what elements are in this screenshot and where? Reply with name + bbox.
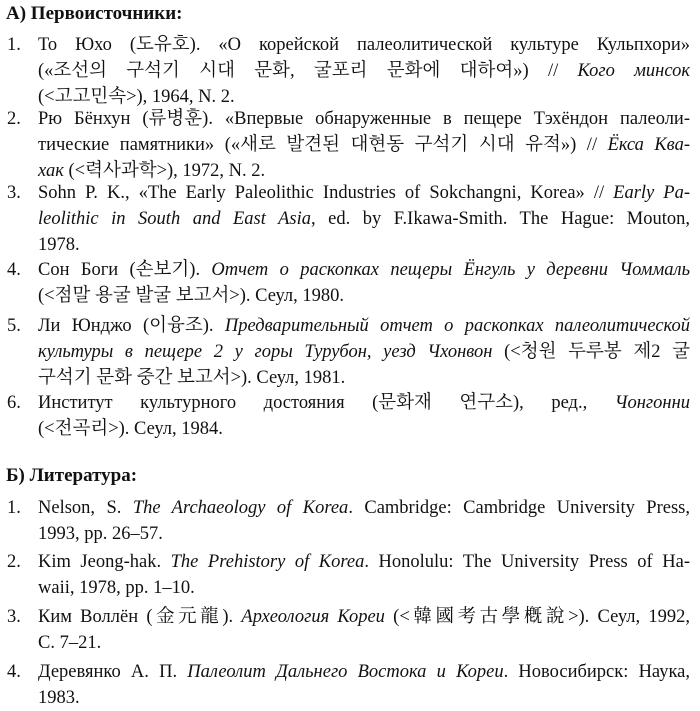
entry-line: waii, 1978, pp. 1–10. bbox=[38, 578, 195, 598]
entry-number: 3. bbox=[7, 607, 21, 627]
section-b-heading: Б) Литература: bbox=[6, 465, 138, 486]
entry-line: Kim Jeong-hak. The Prehistory of Korea. Honolulu: The University Press of Ha- bbox=[38, 552, 690, 572]
entry-line: Ли Юнджо (이융조). Предварительный отчет о раскопках палеолитической bbox=[38, 316, 691, 336]
entry-line: Институт культурного достояния (문화재 연구소), ред., Чонгонни bbox=[38, 393, 690, 413]
entry-line: 1993, pp. 26–57. bbox=[38, 524, 163, 544]
entry-number: 4. bbox=[7, 662, 21, 682]
section-a-heading: А) Первоисточники: bbox=[6, 3, 183, 24]
entry-number: 5. bbox=[7, 316, 21, 336]
entry-line: Nelson, S. The Archaeology of Korea. Cambridge: Cambridge University Press, bbox=[38, 498, 690, 518]
entry-line: Деревянко А. П. Палеолит Дальнего Востока и Кореи. Новосибирск: Наука, bbox=[38, 662, 690, 682]
entry-number: 1. bbox=[7, 498, 21, 518]
entry-line: хак (<력사과학>), 1972, N. 2. bbox=[38, 161, 266, 181]
entry-line: тические памятники» («새로 발견된 대현동 구석기 시대 유적») // Ёкса Ква- bbox=[38, 135, 690, 155]
entry-line: 구석기 문화 중간 보고서>). Сеул, 1981. bbox=[38, 368, 346, 388]
entry-line: С. 7–21. bbox=[38, 633, 102, 653]
entry-line: культуры в пещере 2 у горы Турубон, уезд Чхонвон (<청원 두루봉 제2 굴 bbox=[38, 342, 690, 362]
entry-number: 1. bbox=[7, 35, 21, 55]
entry-line: («조선의 구석기 시대 문화, 굴포리 문화에 대하여») // Кого минсок bbox=[38, 61, 690, 81]
entry-line: Сон Боги (손보기). Отчет о раскопках пещеры Ёнгуль у деревни Чоммаль bbox=[38, 260, 690, 280]
entry-line: Sohn P. K., «The Early Paleolithic Industries of Sokchangni, Korea» // Early Pa- bbox=[38, 183, 691, 203]
entry-line: (<점말 용굴 발굴 보고서>). Сеул, 1980. bbox=[38, 286, 345, 306]
entry-number: 4. bbox=[7, 260, 21, 280]
entry-line: (<고고민속>), 1964, N. 2. bbox=[38, 87, 235, 107]
entry-line: leolithic in South and East Asia, ed. by F.Ikawa-Smith. The Hague: Mouton, bbox=[38, 209, 690, 229]
entry-number: 2. bbox=[7, 552, 21, 572]
entry-number: 2. bbox=[7, 109, 21, 129]
entry-line: Рю Бёнхун (류병훈). «Впервые обнаруженные в пещере Тэхёндон палеоли- bbox=[38, 109, 690, 129]
entry-line: 1978. bbox=[38, 235, 80, 255]
entry-line: (<전곡리>). Сеул, 1984. bbox=[38, 419, 223, 439]
entry-line: Ким Воллён (金元龍). Археология Кореи (<韓國考古學槪說>). Сеул, 1992, bbox=[38, 607, 690, 627]
entry-line: То Юхо (도유호). «О корейской палеолитической культуре Кульпхори» bbox=[38, 35, 690, 55]
entry-number: 3. bbox=[7, 183, 21, 203]
entry-number: 6. bbox=[7, 393, 21, 413]
entry-line: 1983. bbox=[38, 688, 80, 708]
